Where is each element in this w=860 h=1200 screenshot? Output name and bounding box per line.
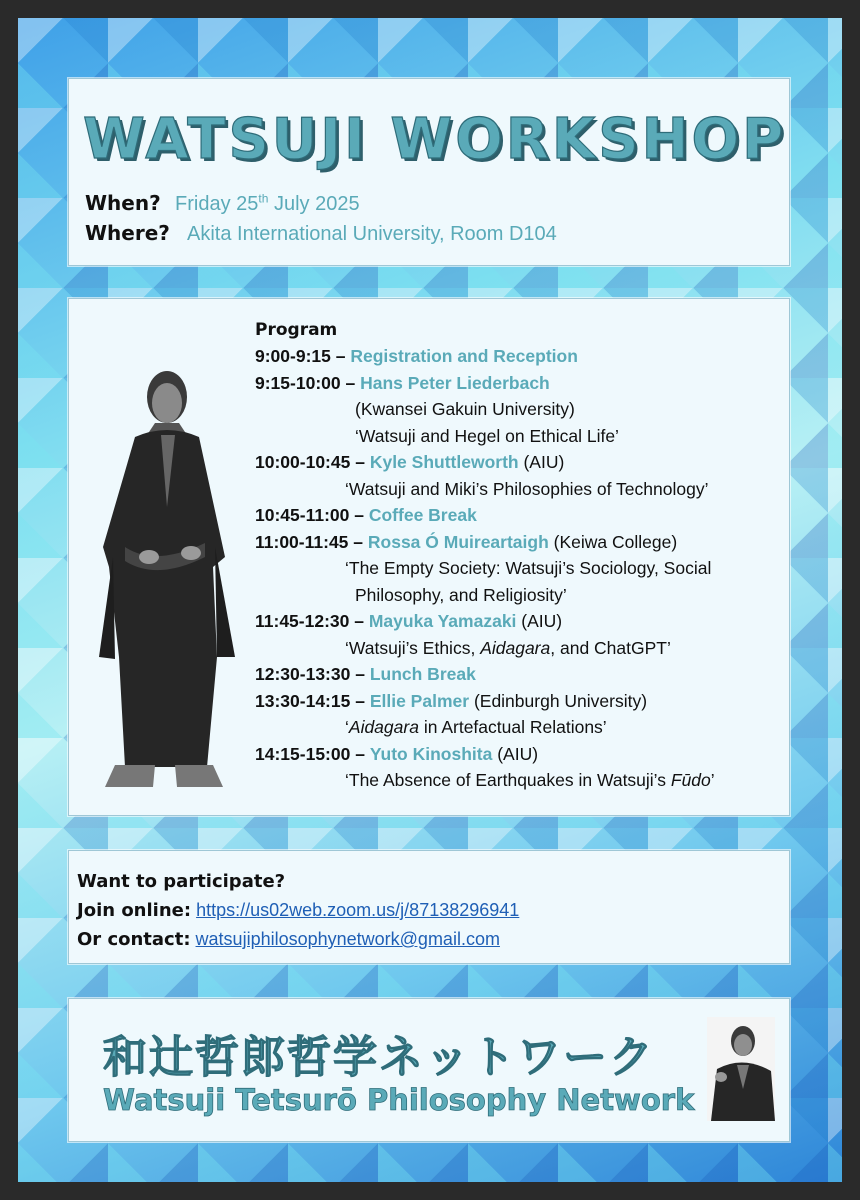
watsuji-portrait-photo bbox=[95, 357, 255, 797]
session-title: Lunch Break bbox=[369, 664, 476, 684]
schedule-item bbox=[255, 661, 785, 688]
speaker-name: Rossa Ó Muireartaigh bbox=[367, 531, 549, 552]
speaker-name: Kyle Shuttleworth bbox=[369, 452, 519, 472]
talk-title-part: , and ChatGPT’ bbox=[550, 637, 671, 658]
join-label: Join online: bbox=[77, 900, 192, 921]
participate-panel bbox=[68, 850, 790, 964]
time-slot: 13:30-14:15 – bbox=[255, 690, 365, 711]
where-value: Akita International University, Room D104 bbox=[187, 223, 557, 245]
schedule-item bbox=[255, 370, 785, 397]
schedule-item bbox=[255, 343, 785, 370]
talk-title bbox=[255, 714, 785, 741]
session-title: Registration and Reception bbox=[350, 346, 578, 366]
talk-title-italic: Aidagara bbox=[480, 637, 551, 658]
contact-row bbox=[77, 925, 519, 954]
network-panel bbox=[68, 998, 790, 1142]
schedule-item bbox=[255, 502, 785, 529]
talk-title-part: ‘The Absence of Earthquakes in Watsuji’s bbox=[345, 770, 671, 790]
program-panel bbox=[68, 298, 790, 816]
date-day: Friday 25 bbox=[175, 193, 259, 215]
when-row bbox=[85, 191, 360, 216]
participate-info bbox=[77, 867, 519, 954]
watsuji-small-photo bbox=[707, 1017, 775, 1121]
schedule-item bbox=[255, 529, 785, 556]
speaker-name: Hans Peter Liederbach bbox=[360, 372, 550, 393]
speaker-affiliation: (Edinburgh University) bbox=[473, 690, 648, 711]
talk-title-part: ‘ bbox=[345, 717, 349, 737]
contact-label: Or contact: bbox=[77, 929, 191, 950]
time-slot: 9:00-9:15 – bbox=[255, 346, 346, 366]
talk-title-part: ’ bbox=[710, 770, 715, 790]
time-slot: 9:15-10:00 – bbox=[255, 372, 356, 393]
time-slot: 12:30-13:30 – bbox=[255, 664, 365, 684]
speaker-name: Ellie Palmer bbox=[369, 690, 470, 711]
speaker-affiliation: (AIU) bbox=[523, 452, 565, 472]
join-row bbox=[77, 896, 519, 925]
talk-title bbox=[255, 635, 785, 662]
speaker-affiliation: (Kwansei Gakuin University) bbox=[355, 399, 575, 419]
program-heading: Program bbox=[255, 320, 338, 340]
talk-title: ‘The Empty Society: Watsuji’s Sociology, Social bbox=[345, 558, 712, 578]
zoom-link[interactable]: https://us02web.zoom.us/j/87138296941 bbox=[196, 900, 520, 920]
talk-title-italic: Fūdo bbox=[670, 770, 711, 790]
program-schedule bbox=[255, 317, 785, 794]
time-slot: 11:45-12:30 – bbox=[255, 611, 364, 631]
speaker-affiliation: (AIU) bbox=[521, 611, 563, 631]
talk-title: ‘Watsuji and Hegel on Ethical Life’ bbox=[355, 425, 619, 446]
participate-heading: Want to participate? bbox=[77, 871, 286, 892]
where-row bbox=[85, 221, 557, 246]
network-name-english: Watsuji Tetsurō Philosophy Network bbox=[103, 1083, 695, 1117]
date-suffix: th bbox=[258, 191, 269, 206]
speaker-affiliation: (Keiwa College) bbox=[553, 531, 678, 552]
talk-title: ‘Watsuji and Miki’s Philosophies of Technology’ bbox=[345, 478, 709, 499]
time-slot: 11:00-11:45 – bbox=[255, 531, 364, 552]
schedule-item bbox=[255, 741, 785, 768]
talk-title bbox=[255, 767, 785, 794]
schedule-item bbox=[255, 688, 785, 715]
workshop-title: WATSUJI WORKSHOP bbox=[83, 107, 787, 172]
schedule-item bbox=[255, 449, 785, 476]
time-slot: 10:45-11:00 – bbox=[255, 505, 364, 525]
network-name-japanese: 和辻哲郎哲学ネットワーク bbox=[103, 1032, 655, 1083]
talk-title-part: ‘Watsuji’s Ethics, bbox=[345, 637, 481, 658]
talk-title-part: in Artefactual Relations’ bbox=[418, 717, 607, 737]
time-slot: 14:15-15:00 – bbox=[255, 743, 365, 764]
where-label: Where? bbox=[85, 221, 170, 245]
date-month-year: July 2025 bbox=[268, 193, 360, 215]
poster bbox=[18, 18, 842, 1182]
contact-email-link[interactable]: watsujiphilosophynetwork@gmail.com bbox=[195, 929, 500, 949]
time-slot: 10:00-10:45 – bbox=[255, 452, 365, 472]
speaker-affiliation: (AIU) bbox=[497, 743, 539, 764]
speaker-name: Mayuka Yamazaki bbox=[368, 611, 517, 631]
talk-title-italic: Aidagara bbox=[348, 717, 419, 737]
when-label: When? bbox=[85, 191, 161, 215]
session-title: Coffee Break bbox=[368, 505, 477, 525]
talk-title-continued: Philosophy, and Religiosity’ bbox=[355, 584, 567, 605]
schedule-item bbox=[255, 608, 785, 635]
speaker-name: Yuto Kinoshita bbox=[369, 743, 493, 764]
when-value bbox=[175, 193, 360, 215]
header-panel bbox=[68, 78, 790, 266]
